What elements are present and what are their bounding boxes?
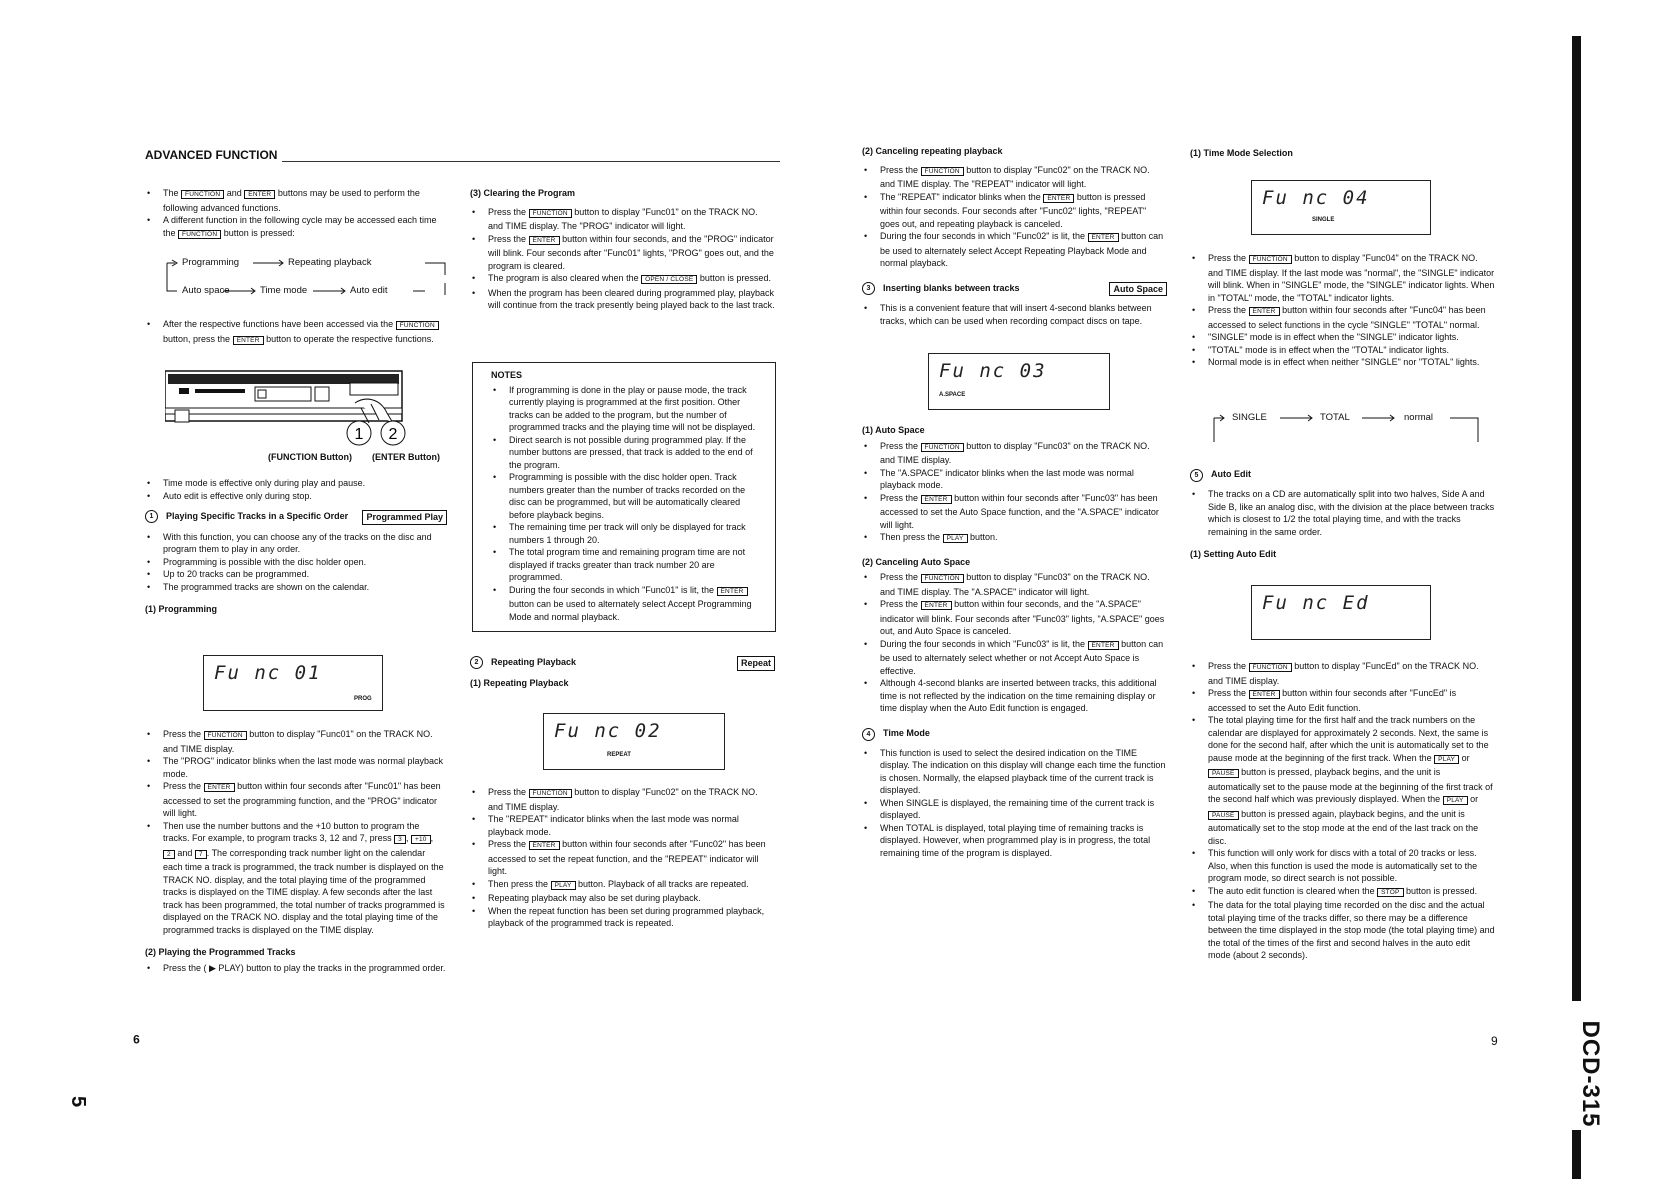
- list-item: • Up to 20 tracks can be programmed.: [145, 568, 447, 581]
- column-1-low: [145, 728, 447, 974]
- column-3-mid: [862, 424, 1167, 859]
- list-item: • Press the ENTER button within four seconds after "Func03" has been accessed to set the Auto Space function, and the "A.SPACE" indicator will light.: [862, 492, 1167, 532]
- list-item: • During the four seconds in which "Func03" is lit, the ENTER button can be used to alternately select whether or not Accept Auto Space is effective.: [862, 638, 1167, 678]
- list-item: • Then press the PLAY button. Playback of all tracks are repeated.: [470, 878, 775, 893]
- model-label: DCD-315: [1577, 1020, 1604, 1128]
- list-item: • Then use the number buttons and the +10 button to program the tracks. For example, to program tracks 3, 12 and 7, press 3 , +10 , 2 and 7 . The corresponding track number light on the calendar each time a track is programmed, the track number is displayed on the TRACK NO. display, and the total playing time of the programmed tracks is displayed on the TIME display. A few seconds after the last track has been programmed, the total number of tracks programmed is displayed on the TRACK NO. display and the total playing time of the programmed tracks is displayed on the TIME display.: [145, 820, 447, 937]
- column-1: [145, 187, 447, 241]
- column-2-low: [470, 786, 775, 930]
- column-2: [470, 187, 775, 312]
- list-item: • Normal mode is in effect when neither "SINGLE" nor "TOTAL" lights.: [1190, 356, 1495, 369]
- list-item: • Press the ENTER button within four seconds, and the "A.SPACE" indicator will blink. Four seconds after "Func03" lights, "A.SPACE" goes out, and Auto Space is canceled.: [862, 598, 1167, 638]
- note-item: • Direct search is not possible during programmed play. If the number buttons are pressed, that track is added to the end of the program.: [491, 434, 761, 472]
- subheading-repeating: (1) Repeating Playback: [470, 677, 569, 688]
- list-item: • The "REPEAT" indicator blinks when the ENTER button is pressed within four seconds. Four seconds after "Func02" lights, "REPEAT" goes out, and repeating playback is canceled.: [862, 191, 1167, 231]
- list-item: • Press the ENTER button within four seconds after "Func01" has been accessed to set the programming function, and the "PROG" indicator will light.: [145, 780, 447, 820]
- list-item: • The total playing time for the first half and the track numbers on the calendar are displayed for approximately 2 seconds. Next, the same is done for the second half, after which the unit is automatically set to the pause mode at the beginning of the first track. When the PLAY or PAUSE button is pressed, playback begins, and the unit is automatically set to the pause mode at the beginning of the first track of the second half which was previously displayed. When the PLAY or PAUSE button is pressed again, playback begins, and the unit is automatically set to the stop mode at the end of the last track on the disc.: [1190, 714, 1495, 847]
- section-programmed-play: 1 Playing Specific Tracks in a Specific Order Programmed Play: [145, 510, 447, 525]
- list-item: • "SINGLE" mode is in effect when the "SINGLE" indicator lights.: [1190, 331, 1495, 344]
- list-item: • Press the FUNCTION button to display "FuncEd" on the TRACK NO. and TIME display.: [1190, 660, 1495, 687]
- column-2-repeat: [470, 656, 775, 695]
- mode-bullet: • Auto edit is effective only during stop.: [145, 490, 447, 503]
- list-item: • This function is used to select the desired indication on the TIME display. The indication on this display will change each time the function is chosen. Normally, the elapsed playback time of the current track is displayed.: [862, 747, 1167, 797]
- subheading-time-mode-selection: (1) Time Mode Selection: [1190, 148, 1293, 158]
- svg-text:1: 1: [354, 426, 364, 443]
- flow-programming: Programming: [182, 257, 240, 268]
- list-item: • With this function, you can choose any of the tracks on the disc and program them to play in any order.: [145, 531, 447, 556]
- note-item: • During the four seconds in which "Func01" is lit, the ENTER button can be used to alternately select Accept Programming Mode and normal playback.: [491, 584, 761, 624]
- caption-enter-button: (ENTER Button): [372, 452, 440, 462]
- section-time-mode: 4 Time Mode: [862, 727, 1167, 741]
- notes-title: NOTES: [491, 370, 523, 380]
- list-item: • Press the FUNCTION button to display "Func02" on the TRACK NO. and TIME display.: [470, 786, 775, 813]
- list-item: • When SINGLE is displayed, the remaining time of the current track is displayed.: [862, 797, 1167, 822]
- lcd-func04: Fu nc 04 SINGLE: [1251, 180, 1431, 235]
- list-item: • This function will only work for discs with a total of 20 tracks or less. Also, when this function is used the mode is automatically set to the program mode, so direct search is not possible.: [1190, 847, 1495, 885]
- subheading-cancel-repeat: (2) Canceling repeating playback: [862, 146, 1003, 156]
- list-item: • Press the FUNCTION button to display "Func01" on the TRACK NO. and TIME display.: [145, 728, 447, 755]
- svg-text:2: 2: [388, 426, 398, 443]
- list-item: • The "REPEAT" indicator blinks when the last mode was normal playback mode.: [470, 813, 775, 838]
- page-title: ADVANCED FUNCTION: [145, 148, 278, 162]
- flow-single: SINGLE: [1232, 412, 1267, 423]
- list-item: • Although 4-second blanks are inserted between tracks, this additional time is not reflected by the indication on the time remaining display or time display when the Auto Edit function is engaged.: [862, 677, 1167, 715]
- column-3: [862, 145, 1167, 327]
- note-item: • The remaining time per track will only be displayed for track numbers 1 through 20.: [491, 521, 761, 546]
- subheading-clearing: (3) Clearing the Program: [470, 188, 576, 198]
- list-item: • The auto edit function is cleared when the STOP button is pressed.: [1190, 885, 1495, 900]
- list-item: • Press the FUNCTION button to display "Func04" on the TRACK NO. and TIME display. If the last mode was "normal", the "SINGLE" indicator will blink. When in "SINGLE" mode, the "SINGLE" indicator lights. When in "TOTAL" mode, the "TOTAL" indicator lights.: [1190, 252, 1495, 304]
- note-item: • The total program time and remaining program time are not displayed if tracks greater than track number 20 are programmed.: [491, 546, 761, 584]
- list-item: • When the repeat function has been set during programmed playback, playback of the programmed track is repeated.: [470, 905, 775, 930]
- list-item: • Press the ENTER button within four seconds, and the "PROG" indicator will blink. Four seconds after "Func01" lights, "PROG" goes out, and the program is cleared.: [470, 233, 775, 273]
- list-item: • Press the FUNCTION button to display "Func02" on the TRACK NO. and TIME display. The "REPEAT" indicator will light.: [862, 164, 1167, 191]
- list-item: • The programmed tracks are shown on the calendar.: [145, 581, 447, 594]
- page-number-right: 9: [1491, 1034, 1498, 1048]
- page-number-left: 9: [133, 1032, 140, 1046]
- side-number: 5: [67, 1095, 90, 1108]
- intro-bullet: • The FUNCTION and ENTER buttons may be used to perform the following advanced functions.: [145, 187, 447, 214]
- flow-repeating: Repeating playback: [288, 257, 372, 268]
- list-item: • Press the FUNCTION button to display "Func03" on the TRACK NO. and TIME display. The "A.SPACE" indicator will light.: [862, 571, 1167, 598]
- subheading-cancel-auto-space: (2) Canceling Auto Space: [862, 556, 971, 567]
- mode-bullet: • Time mode is effective only during play and pause.: [145, 477, 447, 490]
- caption-function-button: (FUNCTION Button): [268, 452, 352, 462]
- column-4-upper: [1190, 252, 1495, 369]
- list-item: • This is a convenient feature that will insert 4-second blanks between tracks, which can be used when recording compact discs on tape.: [862, 302, 1167, 327]
- list-item: • The data for the total playing time recorded on the disc and the actual total playing time of the tracks differ, so there may be a difference between the time displayed in the stop mode (the total playing time) and the total of the times of the first and second halves in the auto edit mode (about 2 seconds).: [1190, 899, 1495, 962]
- binding-bar-top: [1572, 36, 1581, 1001]
- note-item: • If programming is done in the play or pause mode, the track currently playing is programmed at the first position. Other tracks can be added to the program, but the number of programmed tracks and the playing time will not be displayed.: [491, 384, 761, 434]
- section-auto-space: 3 Inserting blanks between tracks Auto Space: [862, 282, 1167, 297]
- after-note: [145, 318, 447, 347]
- lcd-func03: Fu nc 03 A.SPACE: [928, 353, 1110, 410]
- subheading-auto-space: (1) Auto Space: [862, 425, 925, 435]
- subheading-programming: (1) Programming: [145, 604, 218, 614]
- binding-bar-bottom: [1572, 1130, 1581, 1179]
- column-1-mid: [145, 477, 447, 622]
- list-item: • The "A.SPACE" indicator blinks when the last mode was normal playback mode.: [862, 467, 1167, 492]
- subheading-playing-programmed: (2) Playing the Programmed Tracks: [145, 947, 296, 957]
- list-item: • Press the ENTER button within four seconds after "Func02" has been accessed to set the repeat function, and the "REPEAT" indicator will light.: [470, 838, 775, 878]
- column-4-low: [1190, 660, 1495, 962]
- subheading-setting-auto-edit: (1) Setting Auto Edit: [1190, 549, 1277, 559]
- section-repeat: 2 Repeating Playback Repeat: [470, 656, 775, 671]
- list-item: • Then press the PLAY button.: [862, 531, 1167, 546]
- flow-auto-space: Auto space: [182, 285, 230, 296]
- column-4: [1190, 147, 1495, 166]
- title-rule: [282, 161, 780, 162]
- list-item: • Press the FUNCTION button to display "Func01" on the TRACK NO. and TIME display. The "PROG" indicator will light.: [470, 206, 775, 233]
- cd-player-illustration: [165, 368, 445, 448]
- list-item: • When the program has been cleared during programmed play, playback will continue from the track presently being played back to the last track.: [470, 287, 775, 312]
- flow-normal: normal: [1404, 412, 1434, 423]
- lcd-func01: Fu nc 01 PROG: [203, 655, 383, 711]
- column-4-mid: [1190, 468, 1495, 567]
- list-item: • Press the ENTER button within four seconds after "Func04" has been accessed to select functions in the cycle "SINGLE" "TOTAL" normal.: [1190, 304, 1495, 331]
- list-item: • During the four seconds in which "Func02" is lit, the ENTER button can be used to alternately select Accept Repeating Playback Mode and normal playback.: [862, 230, 1167, 270]
- list-item: • Repeating playback may also be set during playback.: [470, 892, 775, 905]
- list-item: • Press the ( ▶ PLAY) button to play the tracks in the programmed order.: [145, 962, 447, 975]
- list-item: • Programming is possible with the disc holder open.: [145, 556, 447, 569]
- list-item: • When TOTAL is displayed, total playing time of remaining tracks is displayed. However, when programmed play is in progress, the total remaining time of the program is displayed.: [862, 822, 1167, 860]
- time-mode-cycle-diagram: [1210, 410, 1490, 446]
- intro-bullet: • A different function in the following cycle may be accessed each time the FUNCTION button is pressed:: [145, 214, 447, 241]
- flow-auto-edit: Auto edit: [350, 285, 388, 296]
- list-item: • Press the FUNCTION button to display "Func03" on the TRACK NO. and TIME display.: [862, 440, 1167, 467]
- list-item: • The "PROG" indicator blinks when the last mode was normal playback mode.: [145, 755, 447, 780]
- section-auto-edit: 5 Auto Edit: [1190, 468, 1495, 482]
- list-item: • "TOTAL" mode is in effect when the "TOTAL" indicator lights.: [1190, 344, 1495, 357]
- list-item: • The tracks on a CD are automatically split into two halves, Side A and Side B, like an analog disc, with the division at the place between tracks which is closest to 1/2 the total playing time, and with the tracks remaining in the same order.: [1190, 488, 1495, 538]
- note-item: • Programming is possible with the disc holder open. Track numbers greater than the number of tracks recorded on the disc can be programmed, but will be automatically cleared before playback begins.: [491, 471, 761, 521]
- lcd-func02: Fu nc 02 REPEAT: [543, 713, 725, 770]
- list-item: • The program is also cleared when the OPEN / CLOSE button is pressed.: [470, 272, 775, 287]
- flow-total: TOTAL: [1320, 412, 1350, 423]
- function-cycle-diagram: [165, 255, 447, 305]
- after-bullet: • After the respective functions have been accessed via the FUNCTION button, press the ENTER button to operate the respective functions.: [145, 318, 447, 347]
- lcd-funced: Fu nc Ed: [1251, 585, 1431, 640]
- flow-time-mode: Time mode: [260, 285, 308, 296]
- list-item: • Press the ENTER button within four seconds after "FuncEd" is accessed to set the Auto Edit function.: [1190, 687, 1495, 714]
- notes-box: [472, 362, 776, 632]
